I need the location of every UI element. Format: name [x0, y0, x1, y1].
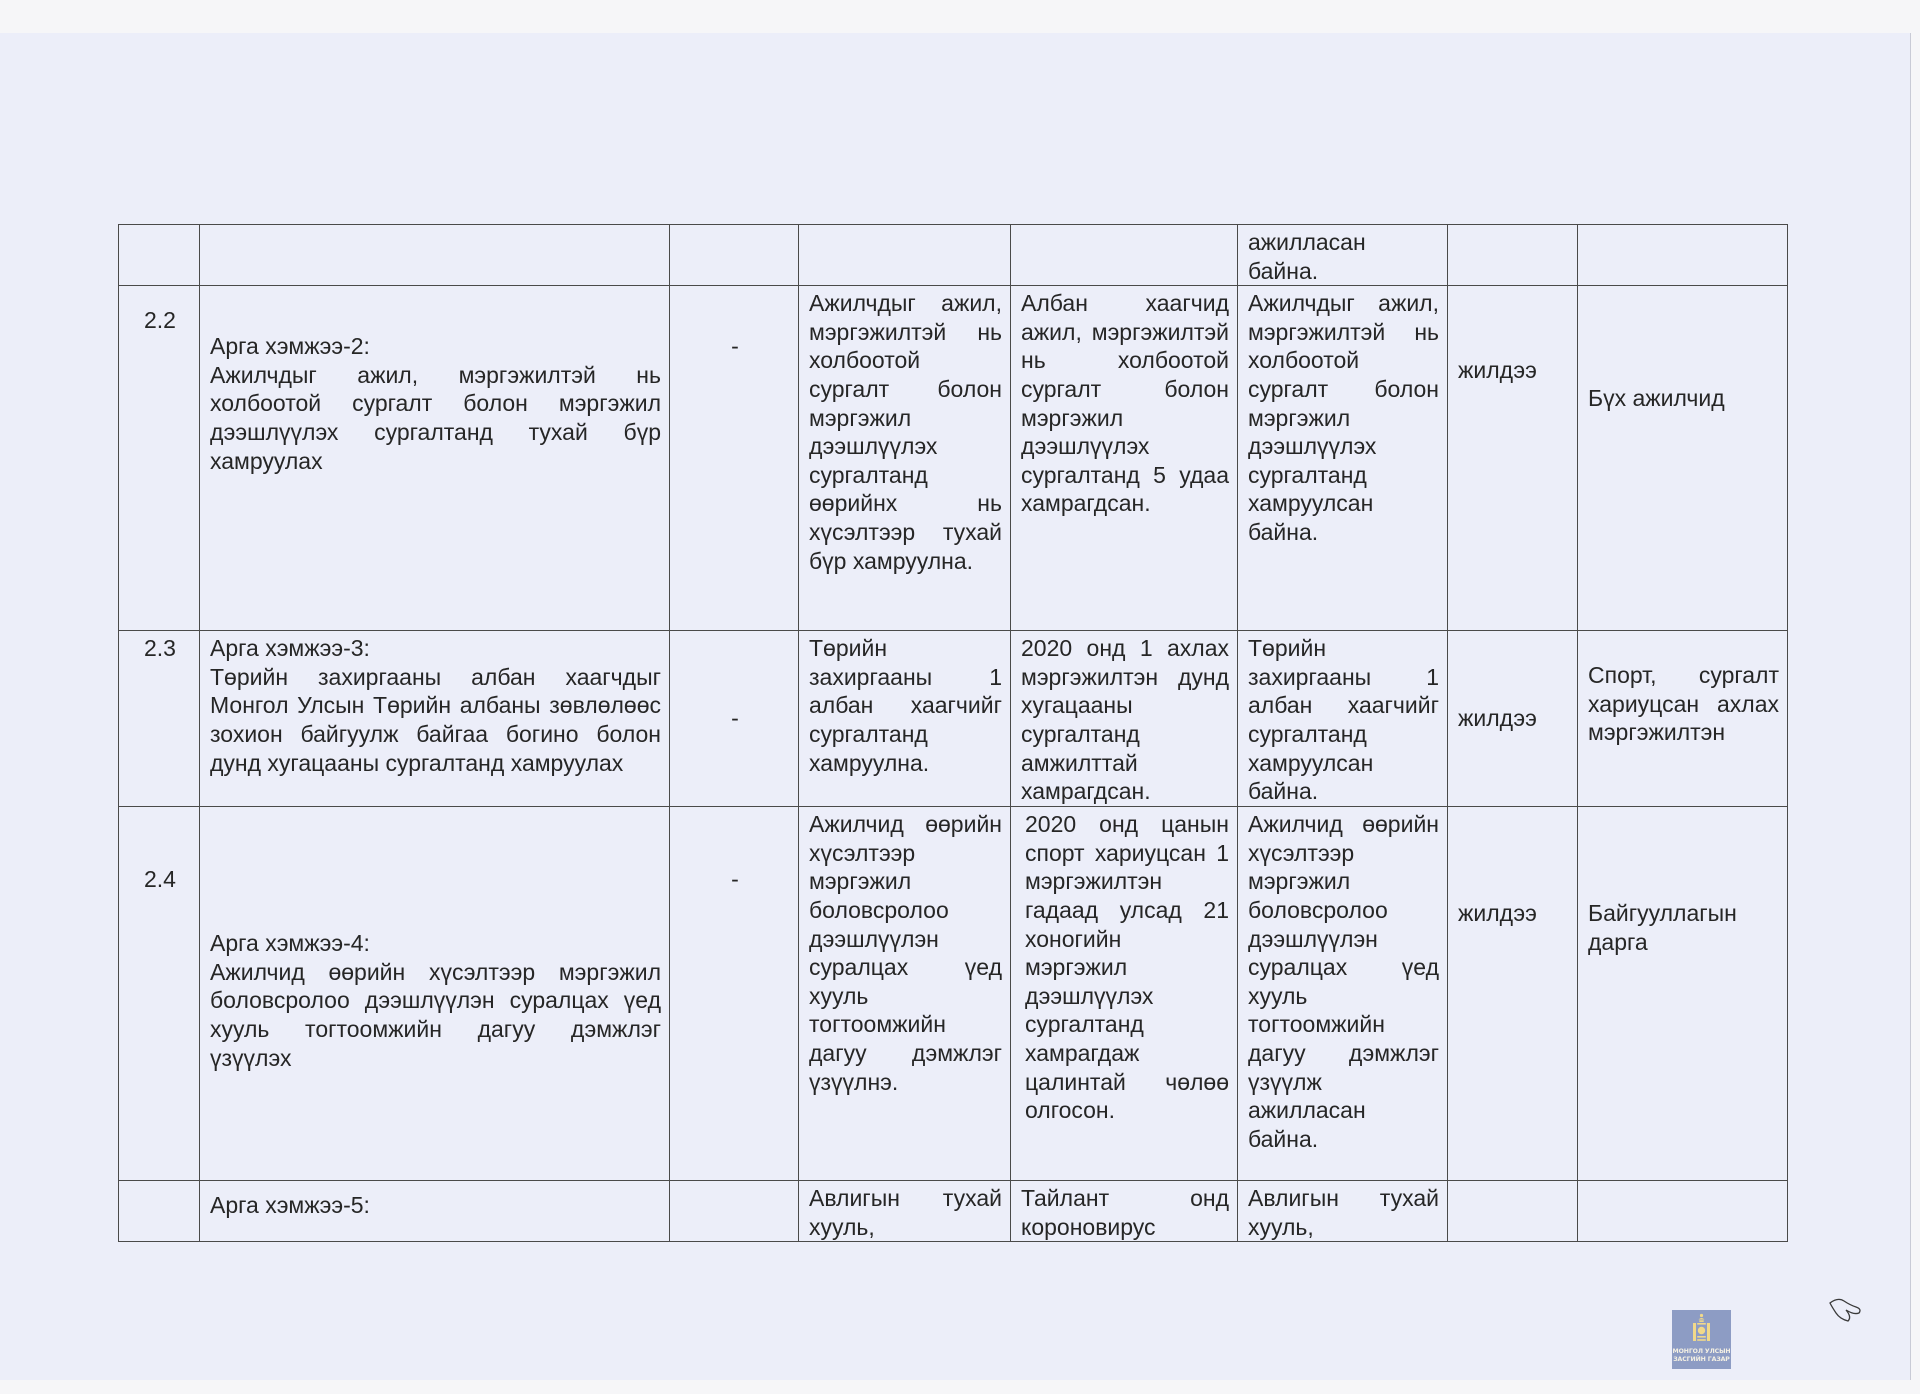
government-logo — [1672, 1310, 1731, 1369]
result-cell: Төрийн захиргааны 1 албан хаагчийг сургалтанд хамруулсан байна. — [1238, 631, 1448, 807]
col3-cell: - — [670, 631, 799, 807]
measure-text: Ажилчид өөрийн хүсэлтээр мэргэжил боловсролоо дээшлүүлэн суралцах үед хууль тогтоомжийн дагуу дэмжлэг үзүүлэх — [210, 958, 661, 1071]
table-row — [119, 631, 1788, 807]
period-cell: жилдээ — [1448, 631, 1578, 807]
measures-table — [118, 224, 1788, 1242]
result-cell: Авлигын тухай хууль, — [1238, 1181, 1448, 1242]
col4-cell: Төрийн захиргааны 1 албан хаагчийг сургалтанд хамруулна. — [799, 631, 1011, 807]
col4-cell: Ажилчид өөрийн хүсэлтээр мэргэжил боловсролоо дээшлүүлэн суралцах үед хууль тогтоомжийн дагуу дэмжлэг үзүүлнэ. — [799, 807, 1011, 1181]
measure-text: Төрийн захиргааны албан хаагчдыг Монгол Улсын Төрийн албаны зөвлөлөөс зохион байгуулж байгаа богино болон дунд хугацааны сургалтанд хамруулах — [210, 663, 661, 776]
responsible-cell: Спорт, сургалт хариуцсан ахлах мэргэжилтэн — [1578, 631, 1788, 807]
measure-title: Арга хэмжээ-3: — [210, 635, 370, 662]
logo-line-1: МОНГОЛ УЛСЫН — [1672, 1348, 1731, 1355]
col5-cell: Албан хаагчид ажил, мэргэжилтэй нь холбоотой сургалт болон мэргэжил дээшлүүлэх сургалтанд 5 удаа хамрагдсан. — [1011, 286, 1238, 631]
responsible-cell — [1578, 225, 1788, 286]
row-number-cell: 2.4 — [119, 807, 200, 1181]
measure-cell — [200, 807, 670, 1181]
table-row — [119, 1181, 1788, 1242]
measure-cell — [200, 631, 670, 807]
measure-title: Арга хэмжээ-5: — [210, 1192, 370, 1219]
period-cell: жилдээ — [1448, 286, 1578, 631]
handwritten-initial — [1826, 1295, 1866, 1325]
col5-cell: 2020 онд цанын спорт хариуцсан 1 мэргэжилтэн гадаад улсад 21 хоногийн мэргэжил дээшлүүлэх сургалтанд хамрагдаж цалинтай чөлөө олгосон. — [1011, 807, 1238, 1181]
responsible-cell — [1578, 1181, 1788, 1242]
col3-cell — [670, 225, 799, 286]
measure-title: Арга хэмжээ-2: — [210, 333, 370, 360]
table-row — [119, 286, 1788, 631]
measure-text: Ажилчдыг ажил, мэргэжилтэй нь холбоотой сургалт болон мэргэжил дээшлүүлэх сургалтанд тухай бүр хамруулах — [210, 361, 661, 474]
col4-cell: Ажилчдыг ажил, мэргэжилтэй нь холбоотой сургалт болон мэргэжил дээшлүүлэх сургалтанд өөрийнх нь хүсэлтээр тухай бүр хамруулна. — [799, 286, 1011, 631]
col5-cell — [1011, 225, 1238, 286]
measure-title: Арга хэмжээ-4: — [210, 930, 370, 957]
col3-cell — [670, 1181, 799, 1242]
measure-cell — [200, 225, 670, 286]
period-cell — [1448, 1181, 1578, 1242]
table-row — [119, 807, 1788, 1181]
col3-cell: - — [670, 286, 799, 631]
period-cell — [1448, 225, 1578, 286]
col5-cell: 2020 онд 1 ахлах мэргэжилтэн дунд хугацааны сургалтанд амжилттай хамрагдсан. — [1011, 631, 1238, 807]
result-cell: Ажилчид өөрийн хүсэлтээр мэргэжил боловсролоо дээшлүүлэн суралцах үед хууль тогтоомжийн дагуу дэмжлэг үзүүлж ажилласан байна. — [1238, 807, 1448, 1181]
row-number-cell: 2.3 — [119, 631, 200, 807]
col4-cell: Авлигын тухай хууль, — [799, 1181, 1011, 1242]
table-row — [119, 225, 1788, 286]
col4-cell — [799, 225, 1011, 286]
result-cell: ажилласан байна. — [1238, 225, 1448, 286]
row-number-cell — [119, 225, 200, 286]
responsible-cell: Бүх ажилчид — [1578, 286, 1788, 631]
measure-cell — [200, 1181, 670, 1242]
soyombo-emblem-icon — [1692, 1313, 1711, 1343]
col5-cell: Тайлант онд короновирус — [1011, 1181, 1238, 1242]
responsible-cell: Байгууллагын дарга — [1578, 807, 1788, 1181]
logo-line-2: ЗАСГИЙН ГАЗАР — [1673, 1355, 1730, 1363]
period-cell: жилдээ — [1448, 807, 1578, 1181]
result-cell: Ажилчдыг ажил, мэргэжилтэй нь холбоотой сургалт болон мэргэжил дээшлүүлэх сургалтанд хамруулсан байна. — [1238, 286, 1448, 631]
measure-cell — [200, 286, 670, 631]
col3-cell: - — [670, 807, 799, 1181]
row-number-cell: 2.2 — [119, 286, 200, 631]
logo-text — [1672, 1348, 1731, 1363]
row-number-cell — [119, 1181, 200, 1242]
